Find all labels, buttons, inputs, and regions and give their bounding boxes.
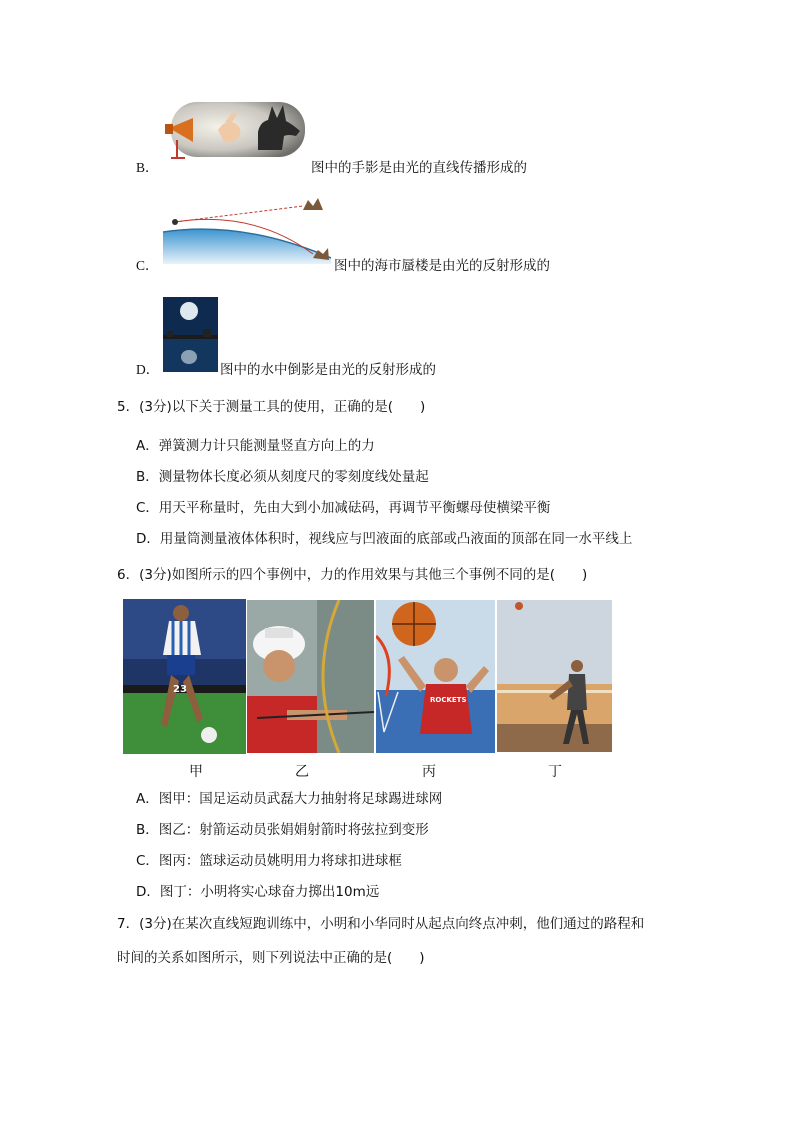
- q6-option-c: C．图丙：篮球运动员姚明用力将球扣进球框: [136, 853, 402, 869]
- q4-option-d-text: 图中的水中倒影是由光的反射形成的: [220, 362, 436, 378]
- caption-jia: 甲: [189, 764, 203, 780]
- q6-stem: 6．(3分)如图所示的四个事例中，力的作用效果与其他三个事例不同的是( ): [117, 567, 588, 583]
- shot-put-image: [497, 600, 612, 752]
- option-label: C．: [136, 258, 159, 273]
- q6-option-a: A．图甲：国足运动员武磊大力抽射将足球踢进球网: [136, 791, 443, 807]
- q4-option-c-text: 图中的海市蜃楼是由光的反射形成的: [334, 258, 550, 274]
- q5-stem: 5．(3分)以下关于测量工具的使用，正确的是( ): [117, 399, 426, 415]
- q5-option-b: B．测量物体长度必须从刻度尺的零刻度线处量起: [136, 469, 429, 485]
- q7-stem-line2: 时间的关系如图所示，则下列说法中正确的是( ): [117, 950, 425, 966]
- water-reflection-image: [163, 297, 218, 372]
- q5-option-d: D．用量筒测量液体体积时，视线应与凹液面的底部或凸液面的顶部在同一水平线上: [136, 531, 633, 547]
- q4-option-d: [136, 361, 159, 379]
- archer-image: [247, 600, 374, 753]
- q6-option-d: D．图丁：小明将实心球奋力掷出10m远: [136, 884, 380, 900]
- basketball-player-image: [376, 600, 495, 753]
- q6-option-b: B．图乙：射箭运动员张娟娟射箭时将弦拉到变形: [136, 822, 429, 838]
- jersey-number: 23: [173, 684, 187, 695]
- hand-shadow-image: [163, 100, 308, 165]
- caption-bing: 丙: [422, 764, 436, 780]
- q5-option-a: A．弹簧测力计只能测量竖直方向上的力: [136, 438, 375, 454]
- option-label: B．: [136, 160, 159, 175]
- caption-ding: 丁: [548, 764, 562, 780]
- option-label: D．: [136, 362, 160, 377]
- q4-option-b: [136, 159, 159, 177]
- caption-yi: 乙: [295, 764, 309, 780]
- q4-option-b-text: 图中的手影是由光的直线传播形成的: [311, 160, 527, 176]
- q7-stem-line1: 7．(3分)在某次直线短跑训练中，小明和小华同时从起点向终点冲刺，他们通过的路程和: [117, 916, 645, 932]
- q5-option-c: C．用天平称量时，先由大到小加减砝码，再调节平衡螺母使横梁平衡: [136, 500, 551, 516]
- q4-option-c: [136, 257, 159, 275]
- mirage-image: [163, 192, 331, 264]
- jersey-text: ROCKETS: [430, 696, 467, 704]
- football-player-image: [123, 599, 246, 754]
